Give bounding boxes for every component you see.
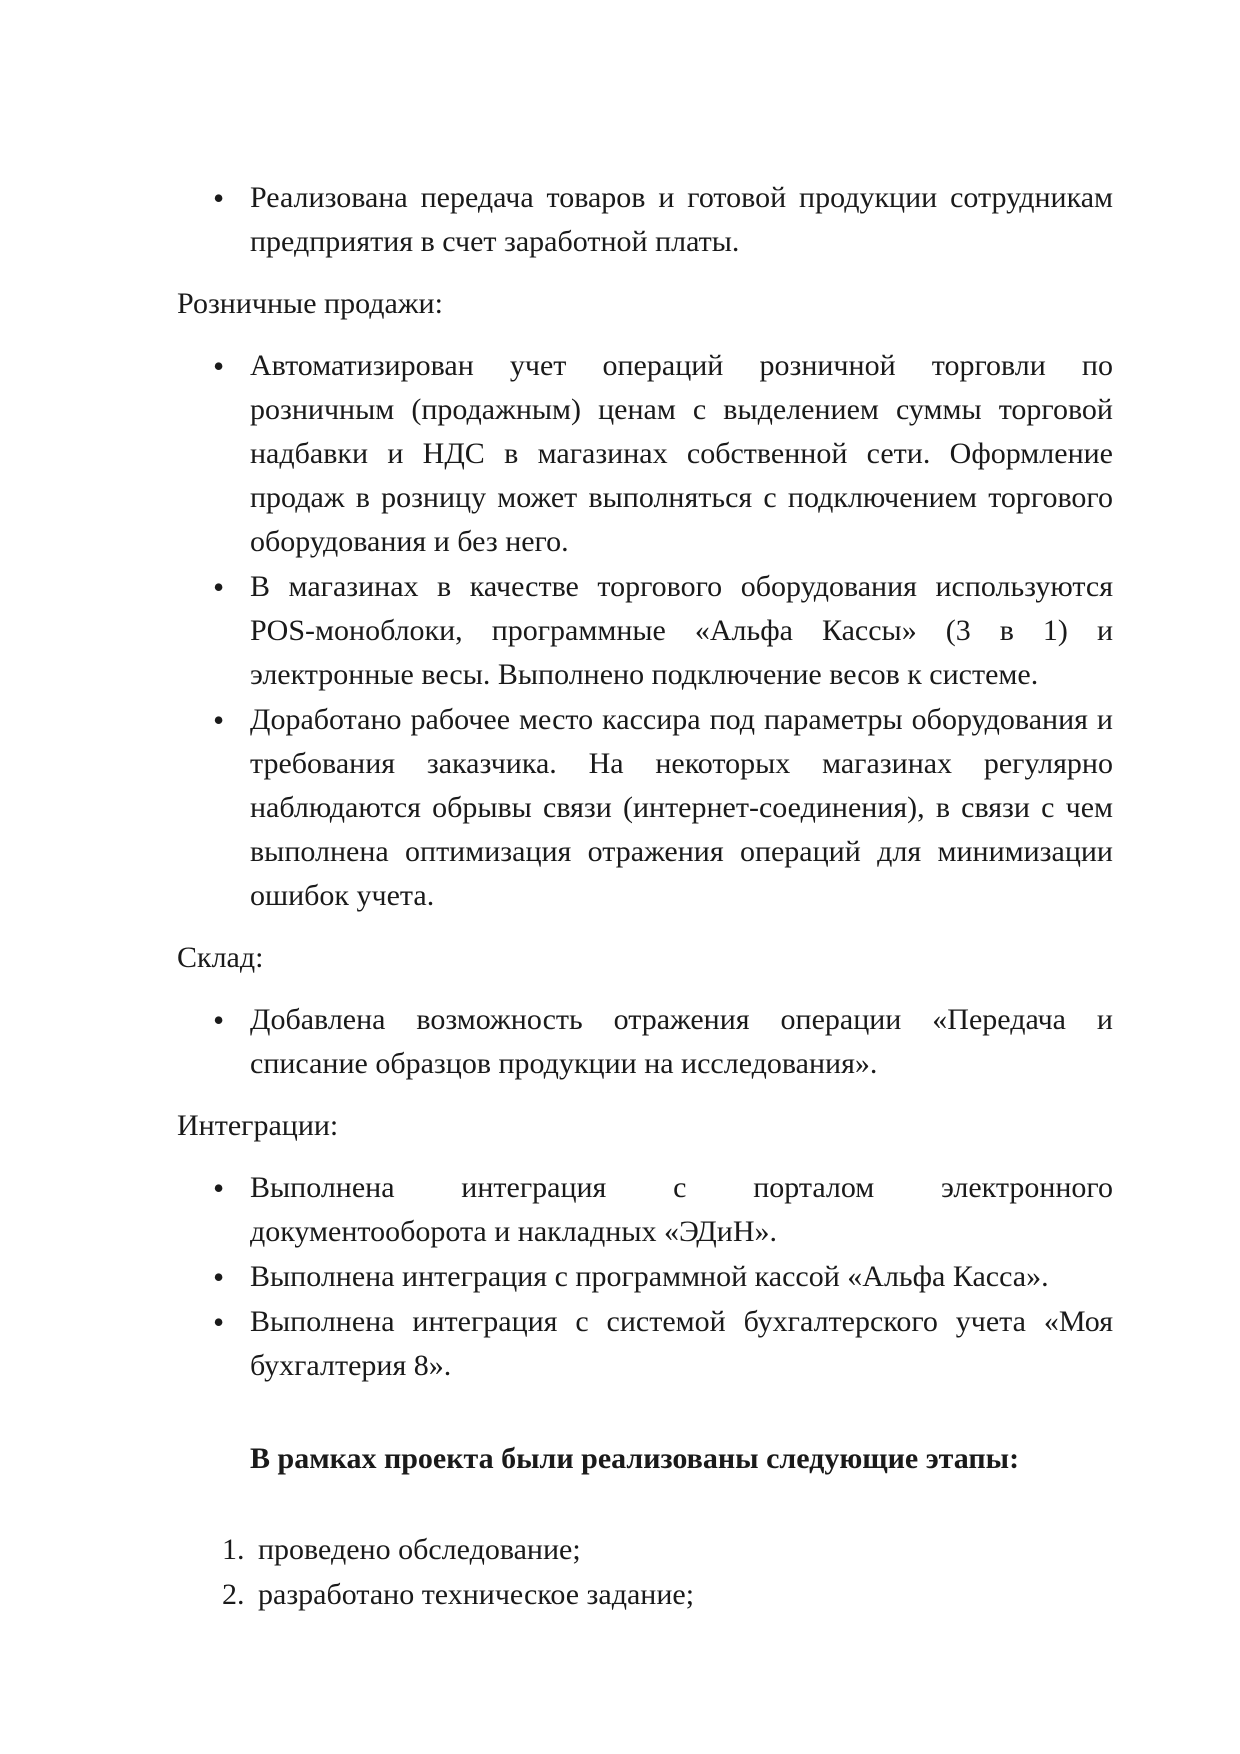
section-heading-integrations: Интеграции: bbox=[177, 1109, 339, 1142]
retail-sales-bullet-list bbox=[177, 344, 1113, 918]
stage-text: проведено обследование; bbox=[258, 1533, 581, 1566]
bullet-icon: • bbox=[213, 1304, 225, 1340]
stages-list bbox=[177, 1528, 1113, 1617]
list-item bbox=[177, 998, 1113, 1086]
bullet-text: В магазинах в качестве торгового оборудования используются POS-моноблоки, программные «Альфа Кассы» (3 в 1) и электронные весы. Выполнено подключение весов к системе. bbox=[250, 570, 1113, 691]
bullet-text: Реализована передача товаров и готовой продукции сотрудникам предприятия в счет заработной платы. bbox=[250, 181, 1113, 258]
list-item bbox=[177, 698, 1113, 918]
bullet-icon: • bbox=[213, 348, 225, 384]
bullet-icon: • bbox=[213, 1259, 225, 1295]
bullet-icon: • bbox=[213, 702, 225, 738]
bullet-icon: • bbox=[213, 1170, 225, 1206]
list-item bbox=[177, 344, 1113, 564]
section-heading-warehouse: Склад: bbox=[177, 941, 264, 974]
stages-heading: В рамках проекта были реализованы следующие этапы: bbox=[250, 1442, 1020, 1475]
bullet-text: Выполнена интеграция с порталом электронного документооборота и накладных «ЭДиН». bbox=[250, 1171, 1113, 1248]
bullet-text: Автоматизирован учет операций розничной торговли по розничным (продажным) ценам с выделением суммы торговой надбавки и НДС в магазинах собственной сети. Оформление продаж в розницу может выполняться с подключением торгового оборудования и без него. bbox=[250, 349, 1113, 558]
bullet-text: Выполнена интеграция с системой бухгалтерского учета «Моя бухгалтерия 8». bbox=[250, 1305, 1113, 1382]
stage-item bbox=[177, 1573, 1113, 1617]
intro-bullet-list bbox=[177, 176, 1113, 264]
warehouse-bullet-list bbox=[177, 998, 1113, 1086]
list-item bbox=[177, 1300, 1113, 1388]
list-item bbox=[177, 1255, 1113, 1299]
stage-text: разработано техническое задание; bbox=[258, 1578, 695, 1611]
bullet-text: Добавлена возможность отражения операции «Передача и списание образцов продукции на исследования». bbox=[250, 1003, 1113, 1080]
bullet-icon: • bbox=[213, 180, 225, 216]
bullet-text: Выполнена интеграция с программной кассой «Альфа Касса». bbox=[250, 1260, 1049, 1293]
integrations-bullet-list bbox=[177, 1166, 1113, 1388]
stage-number: 1. bbox=[222, 1533, 245, 1566]
list-item bbox=[177, 1166, 1113, 1254]
bullet-icon: • bbox=[213, 1002, 225, 1038]
stage-number: 2. bbox=[222, 1578, 245, 1611]
section-heading-retail-sales: Розничные продажи: bbox=[177, 287, 443, 320]
list-item bbox=[177, 565, 1113, 697]
bullet-text: Доработано рабочее место кассира под параметры оборудования и требования заказчика. На некоторых магазинах регулярно наблюдаются обрывы связи (интернет-соединения), в связи с чем выполнена оптимизация отражения операций для минимизации ошибок учета. bbox=[250, 703, 1113, 912]
stage-item bbox=[177, 1528, 1113, 1572]
list-item bbox=[177, 176, 1113, 264]
bullet-icon: • bbox=[213, 569, 225, 605]
